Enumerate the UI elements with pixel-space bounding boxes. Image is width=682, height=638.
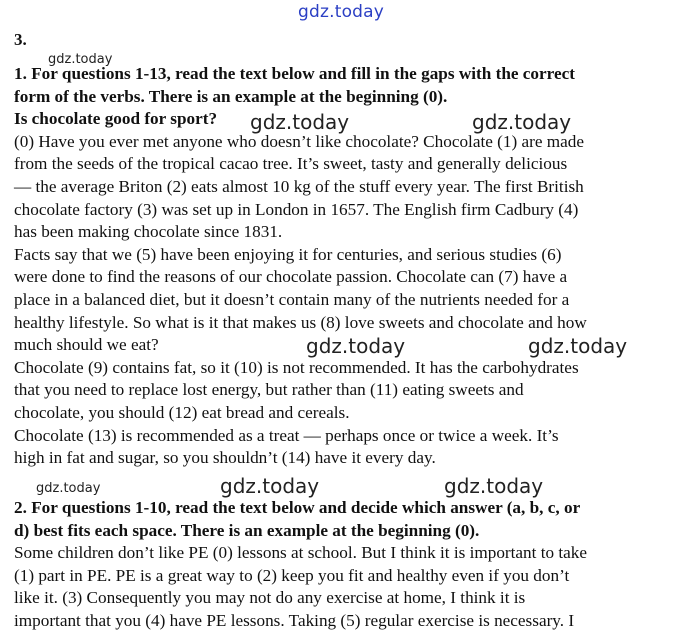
task1-text-line: Facts say that we (5) have been enjoying it for centuries, and serious studies (6) [14,244,562,264]
watermark: gdz.today [528,334,628,358]
task1-text-line: high in fat and sugar, so you shouldn’t (14) have it every day. [14,448,436,468]
task2 [14,497,676,633]
watermark: gdz.today [220,474,320,498]
task1-text-line: Chocolate (9) contains fat, so it (10) is not recommended. It has the carbohydrates [14,357,579,377]
watermark: gdz.today [444,474,544,498]
task1-text-line: from the seeds of the tropical cacao tree. It’s sweet, tasty and generally delicious [14,154,568,174]
task1-text-line: much should we eat? [14,335,159,355]
watermark: gdz.today [472,110,572,134]
task2-text-line: Some children don’t like PE (0) lessons at school. But I think it is important to take [14,543,588,563]
task1-text-line: place in a balanced diet, but it doesn’t contain many of the nutrients needed for a [14,289,570,309]
watermark: gdz.today [36,481,101,496]
task1-instruction-line: 1. For questions 1-13, read the text below and fill in the gaps with the correct [14,64,575,83]
task1-text-line: chocolate, you should (12) eat bread and cereals. [14,402,350,422]
task1-text-line: were done to find the reasons of our chocolate passion. Chocolate can (7) have a [14,267,568,287]
task2-text-line: like it. (3) Consequently you may not do any exercise at home, I think it is [14,588,526,608]
watermark: gdz.today [48,52,113,67]
task1-text-line: healthy lifestyle. So what is it that makes us (8) love sweets and chocolate and how [14,312,587,332]
task1-text-line: — the average Briton (2) eats almost 10 kg of the stuff every year. The first British [14,176,584,196]
watermark: gdz.today [306,334,406,358]
task2-text-line: important that you (4) have PE lessons. Taking (5) regular exercise is necessary. I [14,610,575,630]
task1-title: Is chocolate good for sport? [14,109,218,129]
section-number: 3. [14,30,27,49]
task2-text-line: (1) part in PE. PE is a great way to (2) keep you fit and healthy even if you don’t [14,565,570,585]
task1-text-line: has been making chocolate since 1831. [14,222,283,242]
task1-text-line: chocolate factory (3) was set up in London in 1657. The English firm Cadbury (4) [14,199,579,219]
task2-instruction-line: 2. For questions 1-10, read the text below and decide which answer (a, b, c, or [14,498,581,517]
task1-text-line: that you need to replace lost energy, but rather than (11) eating sweets and [14,380,524,400]
watermark: gdz.today [250,110,350,134]
watermark-top: gdz.today [298,2,385,22]
task1-text-line: (0) Have you ever met anyone who doesn’t like chocolate? Chocolate (1) are made [14,131,584,151]
task2-instruction-line: d) best fits each space. There is an example at the beginning (0). [14,520,480,540]
task1 [14,63,676,470]
task1-instruction-line: form of the verbs. There is an example at the beginning (0). [14,86,448,106]
task1-text-line: Chocolate (13) is recommended as a treat — perhaps once or twice a week. It’s [14,425,559,445]
